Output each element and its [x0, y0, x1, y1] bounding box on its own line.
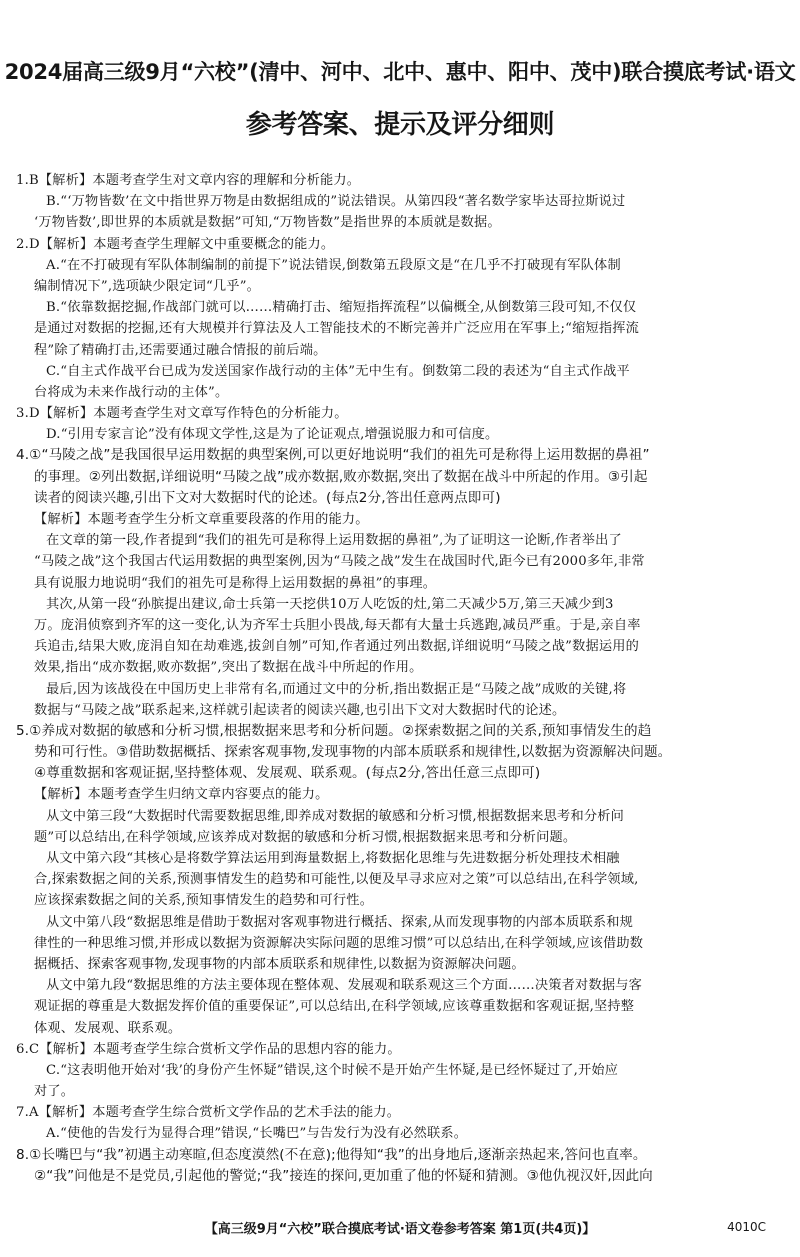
text-line: C.“这表明他开始对‘我’的身份产生怀疑”错误,这个时候不是开始产生怀疑,是已经怀疑过了,开始应 [46, 1062, 619, 1078]
text-line: 【解析】本题考查学生归纳文章内容要点的能力。 [34, 787, 329, 803]
text-line: 6.C【解析】本题考查学生综合赏析文学作品的思想内容的能力。 [16, 1041, 401, 1057]
footer-text: 【高三级9月“六校”联合摸底考试·语文卷参考答案 第1页(共4页)】 [204, 1222, 596, 1237]
text-line: 7.A【解析】本题考查学生综合赏析文学作品的艺术手法的能力。 [16, 1105, 401, 1121]
text-line: 从文中第三段“大数据时代需要数据思维,即养成对数据的敏感和分析习惯,根据数据来思考和分析问 [46, 808, 624, 824]
text-line: 2.D【解析】本题考查学生理解文中重要概念的能力。 [16, 236, 335, 252]
text-line: ②“我”问他是不是党员,引起他的警觉;“我”接连的探问,更加重了他的怀疑和猜测。③他仇视汉奸,因此向 [34, 1167, 653, 1184]
text-line: ④尊重数据和客观证据,坚持整体观、发展观、联系观。(每点2分,答出任意三点即可) [34, 765, 541, 782]
text-line: 势和可行性。③借助数据概括、探索客观事物,发现事物的内部本质联系和规律性,以数据为资源解决问题。 [34, 744, 672, 761]
text-line: 其次,从第一段“孙膑提出建议,命士兵第一天挖供10万人吃饭的灶,第二天减少5万,第三天减少到3 [46, 596, 614, 612]
text-line: 从文中第八段“数据思维是借助于数据对客观事物进行概括、探索,从而发现事物的内部本质联系和规 [46, 914, 633, 930]
text-line: 从文中第六段“其核心是将数学算法运用到海量数据上,将数据化思维与先进数据分析处理技术相融 [46, 851, 620, 866]
text-line: 对了。 [34, 1084, 75, 1100]
text-line: ‘万物皆数’,即世界的本质就是数据”可知,“万物皆数”是指世界的本质就是数据。 [34, 215, 501, 231]
text-line: 【解析】本题考查学生分析文章重要段落的作用的能力。 [34, 512, 369, 527]
text-line: A.“在不打破现有军队体制编制的前提下”说法错误,倒数第五段原文是“在几乎不打破现有军队体制 [46, 257, 621, 273]
text-line: 台将成为未来作战行动的主体”。 [34, 384, 229, 400]
text-line: D.“引用专家言论”没有体现文学性,这是为了论证观点,增强说服力和可信度。 [46, 427, 499, 443]
text-line: 合,探索数据之间的关系,预测事情发生的趋势和可能性,以便及早寻求应对之策”可以总结出,在科学领域, [34, 872, 639, 888]
text-line: “马陵之战”这个我国古代运用数据的典型案例,因为“马陵之战”发生在战国时代,距今已有2000多年,非常 [34, 554, 645, 570]
text-line: 4.①“马陵之战”是我国很早运用数据的典型案例,可以更好地说明“我们的祖先可是称得上运用数据的鼻祖” [16, 447, 650, 464]
text-line: 读者的阅读兴趣,引出下文对大数据时代的论述。(每点2分,答出任意两点即可) [34, 489, 501, 506]
text-line: 兵追击,结果大败,庞涓自知在劫难逃,拔剑自刎”可知,作者通过列出数据,详细说明“马陵之战”数据运用的 [34, 639, 640, 655]
text-line: 编制情况下”,选项缺少限定词“几乎”。 [34, 278, 261, 294]
text-line: 据概括、探索客观事物,发现事物的内部本质联系和规律性,以数据为资源解决问题。 [34, 956, 525, 972]
text-line: 1.B【解析】本题考查学生对文章内容的理解和分析能力。 [16, 173, 361, 188]
text-line: 8.①长嘴巴与“我”初遇主动寒暄,但态度漠然(不在意);他得知“我”的出身地后,逐渐亲热起来,答问也直率。 [16, 1146, 647, 1163]
text-line: 效果,指出“成亦数据,败亦数据”,突出了数据在战斗中所起的作用。 [34, 660, 423, 676]
text-line: 5.①养成对数据的敏感和分析习惯,根据数据来思考和分析问题。②探索数据之间的关系,预知事情发生的趋 [16, 722, 652, 739]
text-line: 体观、发展观、联系观。 [34, 1020, 182, 1036]
text-line: C.“自主式作战平台已成为发送国家作战行动的主体”无中生有。倒数第二段的表述为“自主式作战平 [46, 363, 630, 379]
text-line: 从文中第九段“数据思维的方法主要体现在整体观、发展观和联系观这三个方面……决策者对数据与客 [46, 978, 642, 994]
text-line: 数据与“马陵之战”联系起来,这样就引起读者的阅读兴趣,也引出下文对大数据时代的论述。 [34, 702, 566, 718]
text-line: 万。庞涓侦察到齐军的这一变化,认为齐军士兵胆小畏战,每天都有大量士兵逃跑,减员严重。于是,亲自率 [34, 617, 641, 633]
document-subtitle: 参考答案、提示及评分细则 [245, 110, 555, 140]
text-line: B.“依靠数据挖掘,作战部门就可以……精确打击、缩短指挥流程”以偏概全,从倒数第三段可知,不仅仅 [46, 300, 637, 316]
text-line: 3.D【解析】本题考查学生对文章写作特色的分析能力。 [16, 406, 348, 422]
text-line: B.“‘万物皆数’在文中指世界万物是由数据组成的”说法错误。从第四段“著名数学家毕达哥拉斯说过 [46, 194, 626, 210]
text-line: 程”除了精确打击,还需要通过融合情报的前后端。 [34, 342, 327, 358]
text-line: 在文章的第一段,作者提到“我们的祖先可是称得上运用数据的鼻祖”,为了证明这一论断,作者举出了 [46, 533, 622, 549]
text-line: 具有说服力地说明“我们的祖先可是称得上运用数据的鼻祖”的事理。 [34, 575, 437, 591]
text-line: 题”可以总结出,在科学领域,应该养成对数据的敏感和分析习惯,根据数据来思考和分析问题。 [34, 829, 577, 845]
text-line: 应该探索数据之间的关系,预知事情发生的趋势和可行性。 [34, 893, 374, 909]
answer-content [16, 170, 784, 1187]
text-line: 最后,因为该战役在中国历史上非常有名,而通过文中的分析,指出数据正是“马陵之战”成败的关键,将 [46, 681, 627, 697]
text-line: 律性的一种思维习惯,并形成以数据为资源解决实际问题的思维习惯”可以总结出,在科学领域,应该借助数 [34, 935, 644, 951]
text-line: 的事理。②列出数据,详细说明“马陵之战”成亦数据,败亦数据,突出了数据在战斗中所起的作用。③引起 [34, 468, 648, 485]
text-line: 观证据的尊重是大数据发挥价值的重要保证”,可以总结出,在科学领域,应该尊重数据和客观证据,坚持整 [34, 999, 635, 1015]
document-title: 2024届高三级9月“六校”(清中、河中、北中、惠中、阳中、茂中)联合摸底考试·语文 [4, 59, 796, 84]
page-footer [0, 1218, 800, 1240]
footer-code: 4010C [727, 1220, 766, 1234]
text-line: 是通过对数据的挖掘,还有大规模并行算法及人工智能技术的不断完善并广泛应用在军事上;“缩短指挥流 [34, 321, 640, 337]
text-line: A.“使他的告发行为显得合理”错误,“长嘴巴”与告发行为没有必然联系。 [46, 1126, 468, 1142]
